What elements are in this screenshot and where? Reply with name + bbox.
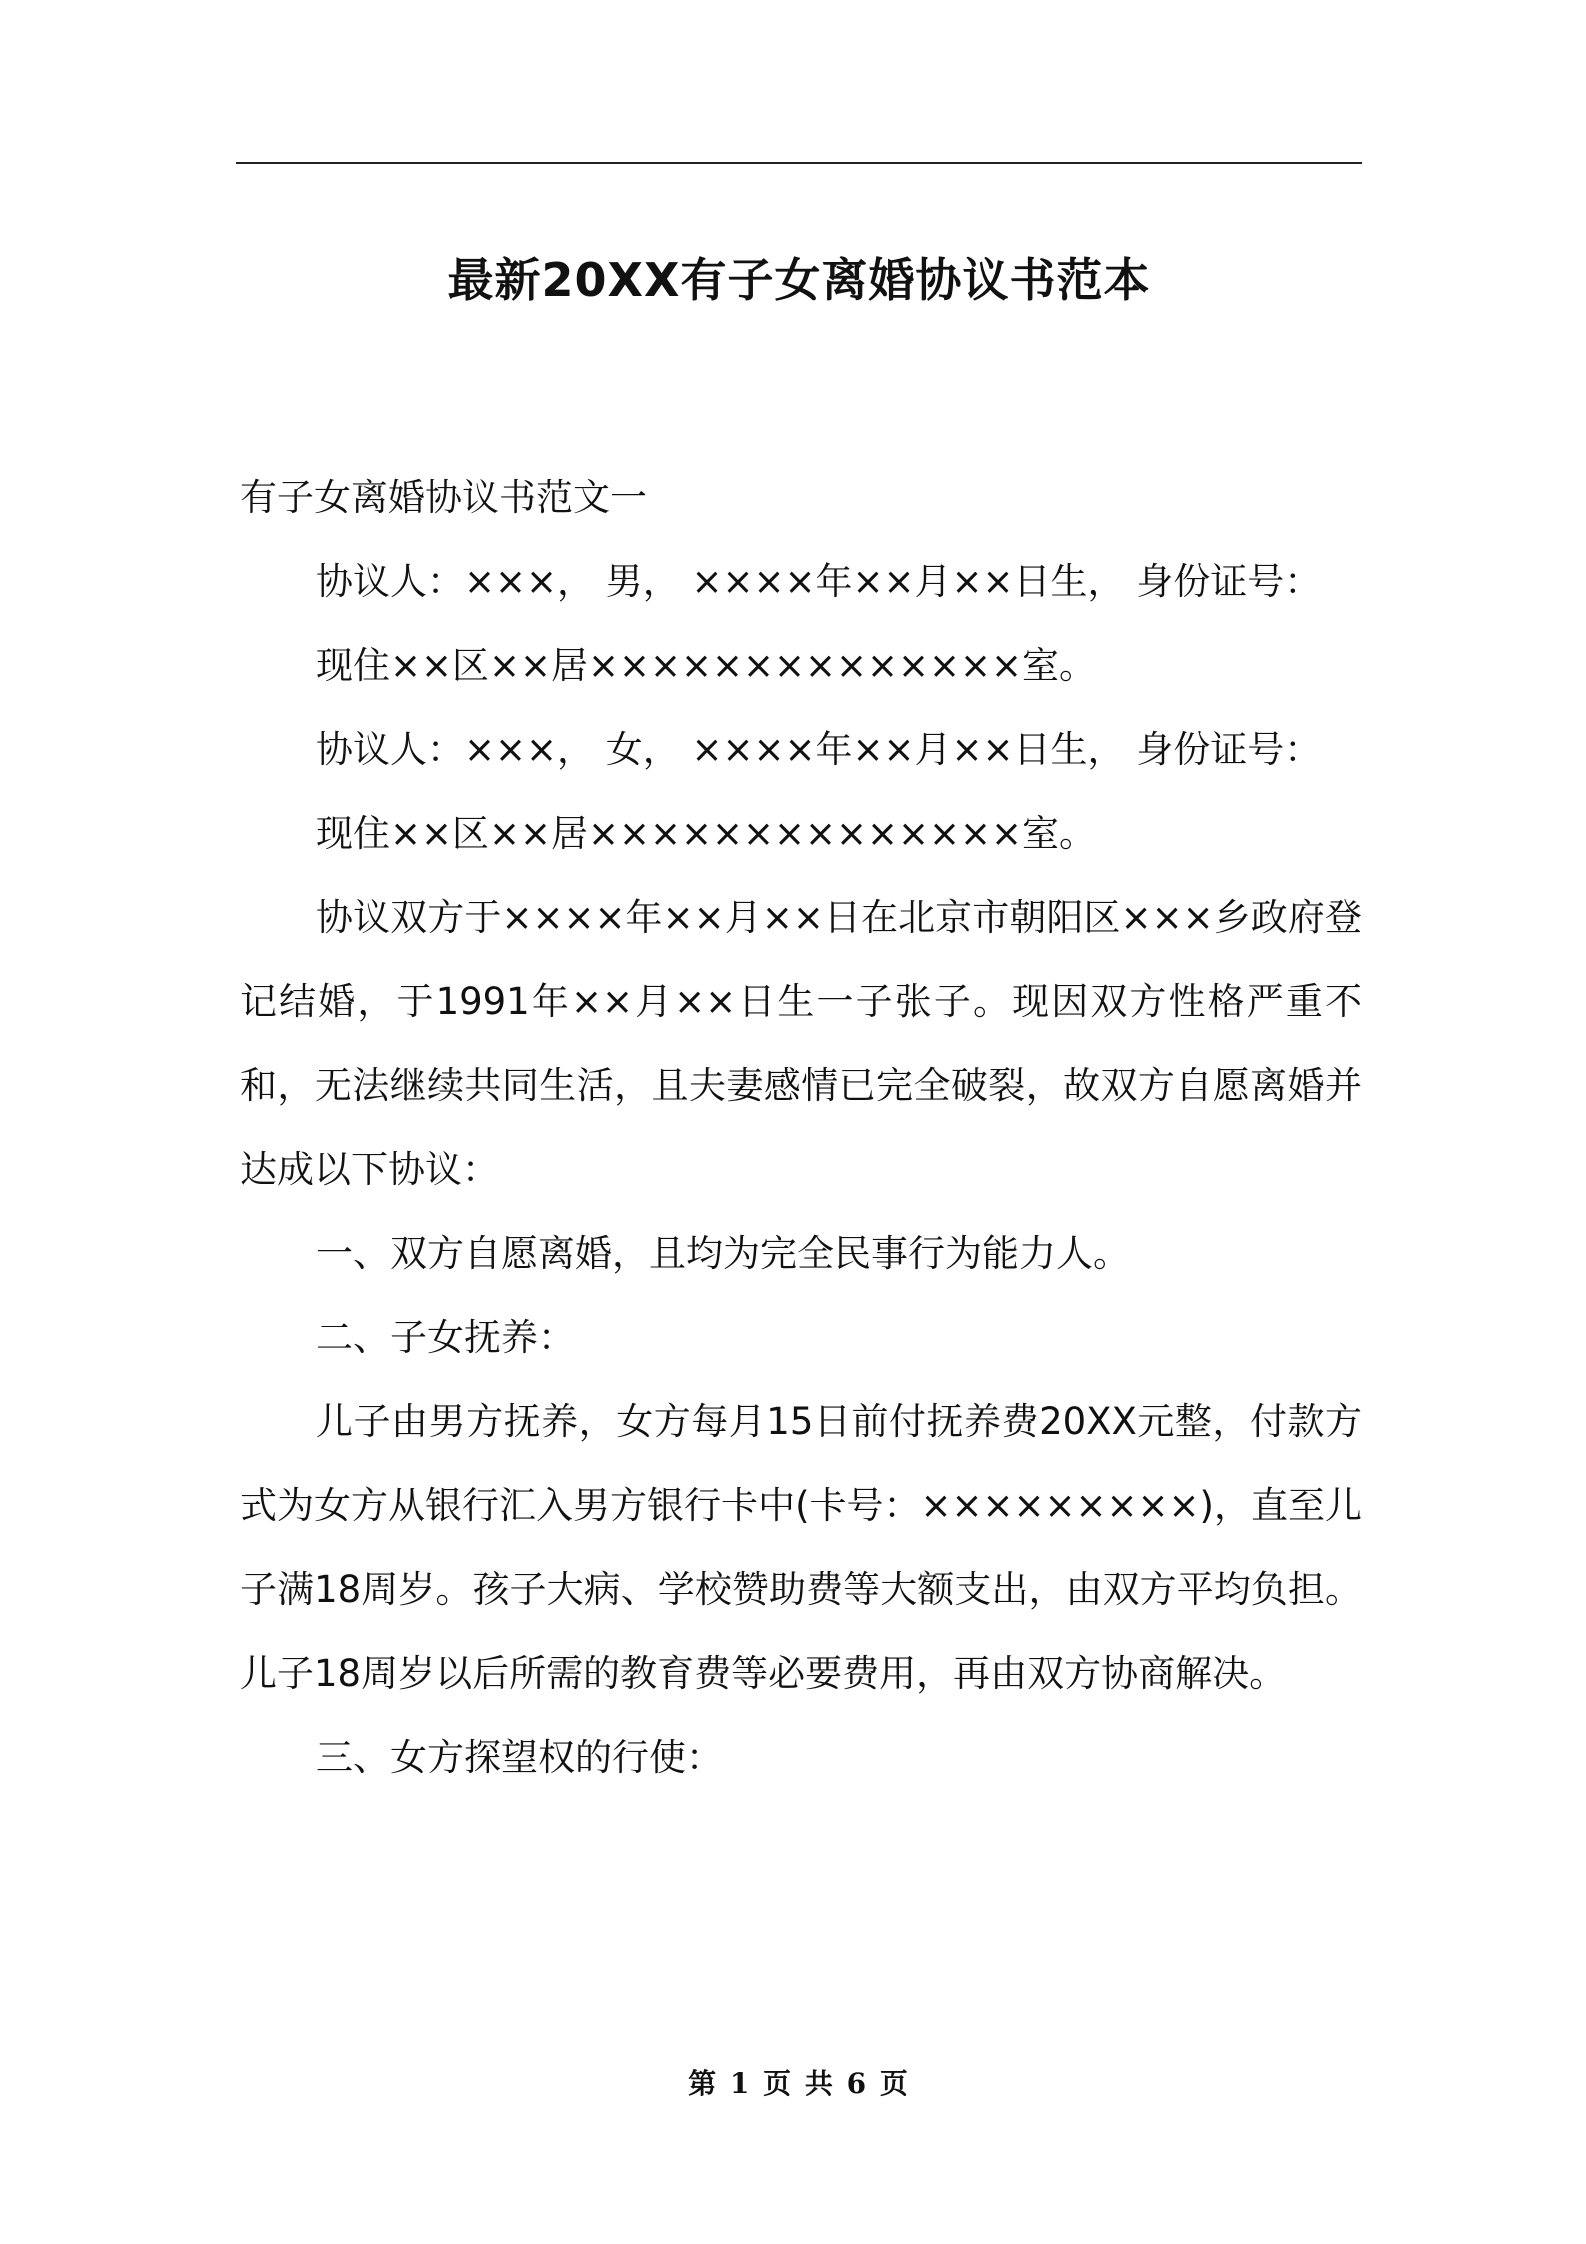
clause-three-heading: 三、女方探望权的行使： [316,1736,723,1779]
party-one-info: 协议人：×××， 男， ××××年××月××日生， 身份证号： [316,560,1322,603]
child-support-paragraph: 儿子由男方抚养，女方每月15日前付抚养费20XX元整，付款方式为女方从银行汇入男方银行卡中(卡号：×××××××××)，直至儿子满18周岁。孩子大病、学校赞助费等大额支出，由双方平均负担。儿子18周岁以后所需的教育费等必要费用，再由双方协商解决。 [240,1400,1362,1695]
clause-one: 一、双方自愿离婚，且均为完全民事行为能力人。 [316,1232,1130,1275]
party-one-address: 现住××区××居××××××××××××××室。 [316,644,1097,687]
header-rule [236,162,1362,164]
party-two-info: 协议人：×××， 女， ××××年××月××日生， 身份证号： [316,728,1322,771]
clause-two-heading: 二、子女抚养： [316,1316,575,1359]
page-number-footer: 第 1 页 共 6 页 [688,2067,910,2100]
section-heading: 有子女离婚协议书范文一 [240,476,647,519]
marriage-background-paragraph: 协议双方于××××年××月××日在北京市朝阳区×××乡政府登记结婚，于1991年××月××日生一子张子。现因双方性格严重不和，无法继续共同生活，且夫妻感情已完全破裂，故双方自愿离婚并达成以下协议： [240,896,1362,1191]
document-body [240,456,1362,1800]
document-title: 最新20XX有子女离婚协议书范本 [447,252,1151,307]
party-two-address: 现住××区××居××××××××××××××室。 [316,812,1097,855]
